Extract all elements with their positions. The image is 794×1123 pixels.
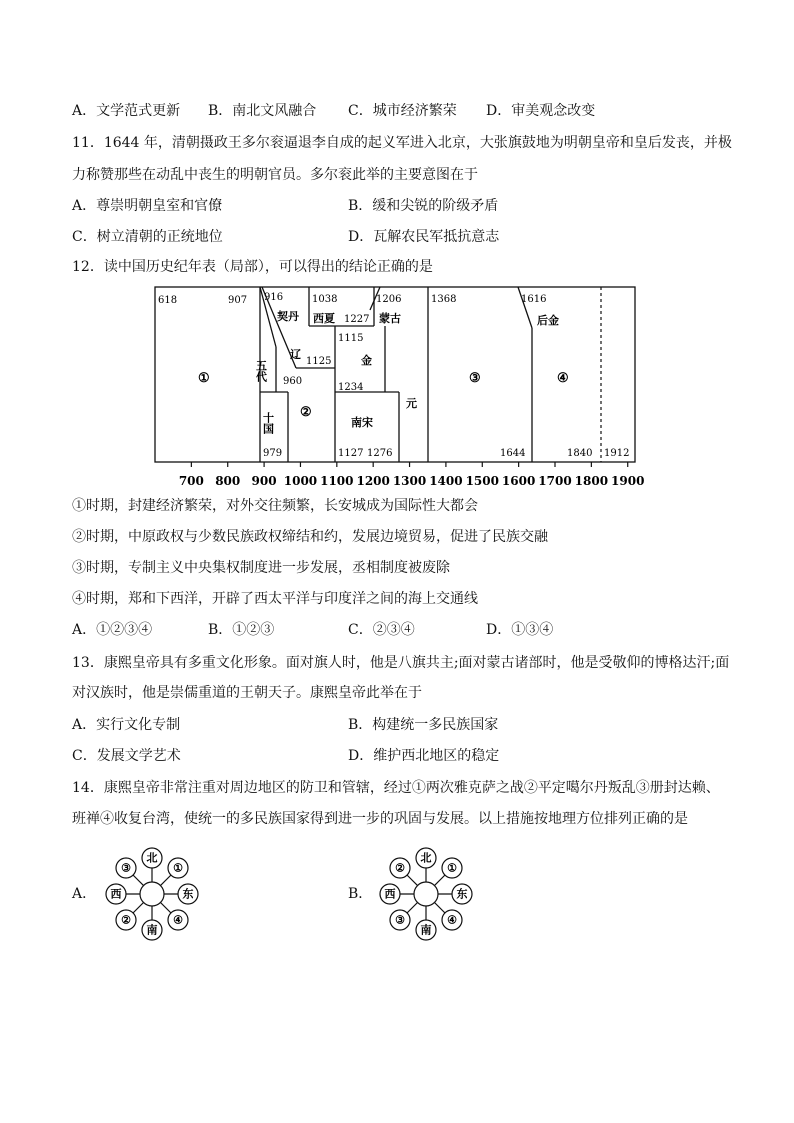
qing-end: 1912 — [604, 448, 630, 459]
b-nw: ② — [395, 861, 405, 875]
axis-tick-label-1400: 1400 — [429, 474, 463, 488]
period-2-label: ② — [300, 405, 312, 420]
q13-option-a[interactable]: A．实行文化专制 — [72, 717, 181, 733]
b-south: 南 — [420, 923, 432, 937]
five-dynasties-label: 五代 — [254, 360, 268, 382]
a-se: ④ — [173, 913, 183, 927]
q11-option-c[interactable]: C．树立清朝的正统地位 — [72, 229, 223, 245]
xixia-label: 西夏 — [313, 312, 335, 325]
jin-start: 1115 — [338, 333, 364, 344]
q13-stem-line2: 对汉族时，他是崇儒重道的王朝天子。康熙皇帝此举在于 — [72, 685, 422, 701]
song-start: 960 — [283, 376, 303, 387]
axis-tick-label-1700: 1700 — [538, 474, 572, 488]
q12-statement-1: ①时期，封建经济繁荣，对外交往频繁，长安城成为国际性大都会 — [72, 498, 478, 514]
xixia-start: 1038 — [312, 294, 338, 305]
period-4-end: 1840 — [567, 448, 593, 459]
b-east: 东 — [456, 887, 468, 901]
q13-option-b[interactable]: B．构建统一多民族国家 — [348, 717, 499, 733]
q12-statement-2: ②时期，中原政权与少数民族政权缔结和约，发展边境贸易，促进了民族交融 — [72, 529, 548, 545]
a-south: 南 — [146, 923, 158, 937]
a-north: 北 — [146, 851, 158, 865]
axis-tick-label-1200: 1200 — [356, 474, 390, 488]
q14-option-a-label[interactable]: A． — [72, 886, 97, 902]
q14-option-a-compass[interactable] — [104, 846, 200, 942]
khitan-start: 916 — [264, 292, 284, 303]
axis-tick-label-1100: 1100 — [320, 474, 354, 488]
southern-song-label: 南宋 — [351, 416, 373, 429]
q11-option-d[interactable]: D．瓦解农民军抵抗意志 — [348, 229, 500, 245]
axis-tick-label-700: 700 — [178, 474, 204, 488]
b-se: ④ — [447, 913, 457, 927]
q12-statement-3: ③时期，专制主义中央集权制度进一步发展，丞相制度被废除 — [72, 560, 450, 576]
yuan-label: 元 — [406, 397, 417, 410]
q11-stem-line2: 力称赞那些在动乱中丧生的明朝官员。多尔衮此举的主要意图在于 — [72, 167, 478, 183]
axis-tick-label-1300: 1300 — [392, 474, 427, 488]
q11-option-a[interactable]: A．尊崇明朝皇室和官僚 — [72, 198, 223, 214]
mongol-start: 1206 — [376, 294, 402, 305]
ten-kingdoms-label: 十国 — [261, 412, 275, 434]
q10-option-d[interactable]: D．审美观念改变 — [486, 103, 596, 119]
axis-tick-label-800: 800 — [215, 474, 241, 488]
period-3-end: 1644 — [500, 448, 526, 459]
later-jin-label: 后金 — [537, 314, 559, 327]
q14-stem-line2: 班禅④收复台湾，使统一的多民族国家得到进一步的巩固与发展。以上措施按地理方位排列正确的是 — [72, 811, 688, 827]
q14-stem-line1: 14．康熙皇帝非常注重对周边地区的防卫和管辖，经过①两次雅克萨之战②平定噶尔丹叛乱③册封达赖、 — [72, 780, 720, 796]
a-west: 西 — [110, 887, 122, 901]
q12-option-a[interactable]: A．①②③④ — [72, 622, 153, 638]
axis-tick-label-900: 900 — [251, 474, 277, 488]
axis-tick-label-1900: 1900 — [611, 474, 644, 488]
q11-option-b[interactable]: B．缓和尖锐的阶级矛盾 — [348, 198, 499, 214]
q12-statement-4: ④时期，郑和下西洋，开辟了西太平洋与印度洋之间的海上交通线 — [72, 591, 478, 607]
period-4-label: ④ — [557, 371, 569, 386]
q10-option-b[interactable]: B．南北文风融合 — [208, 103, 317, 119]
period-1-label: ① — [198, 371, 210, 386]
liao-label: 辽 — [290, 348, 301, 361]
period-1-end: 907 — [228, 295, 248, 306]
q14-option-b-compass[interactable] — [378, 846, 474, 942]
q12-option-d[interactable]: D．①③④ — [486, 622, 554, 638]
q12-option-b[interactable]: B．①②③ — [208, 622, 275, 638]
liao-end: 1125 — [306, 356, 332, 367]
southern-song-start: 1127 — [338, 448, 364, 459]
jin-end: 1234 — [338, 382, 364, 393]
axis-tick-label-1600: 1600 — [501, 474, 536, 488]
period-3-label: ③ — [469, 371, 481, 386]
q13-option-d[interactable]: D．维护西北地区的稳定 — [348, 748, 500, 764]
q14-option-b-label[interactable]: B． — [348, 886, 373, 902]
b-ne: ① — [447, 861, 457, 875]
axis-tick-label-1000: 1000 — [283, 474, 318, 488]
q10-option-a[interactable]: A．文学范式更新 — [72, 103, 181, 119]
q11-stem-line1: 11．1644 年，清朝摄政王多尔衮逼退李自成的起义军进入北京，大张旗鼓地为明朝皇帝和皇后发丧，并极 — [72, 135, 732, 151]
axis-tick-label-1500: 1500 — [465, 474, 499, 488]
khitan-label: 契丹 — [277, 310, 299, 323]
xixia-end: 1227 — [344, 314, 370, 325]
chronology-chart — [152, 284, 644, 494]
q12-option-c[interactable]: C．②③④ — [348, 622, 415, 638]
a-east: 东 — [182, 887, 194, 901]
a-ne: ① — [173, 861, 183, 875]
mongol-label: 蒙古 — [379, 312, 401, 325]
b-west: 西 — [384, 887, 396, 901]
a-nw: ③ — [121, 861, 131, 875]
a-sw: ② — [121, 913, 131, 927]
b-sw: ③ — [395, 913, 405, 927]
b-north: 北 — [420, 851, 432, 865]
q13-stem-line1: 13．康熙皇帝具有多重文化形象。面对旗人时，他是八旗共主;面对蒙古诸部时，他是受敬仰的博格达汗;面 — [72, 655, 730, 671]
jin-label: 金 — [361, 354, 372, 367]
period-1-start: 618 — [158, 295, 178, 306]
q12-stem: 12．读中国历史纪年表（局部），可以得出的结论正确的是 — [72, 259, 433, 275]
axis-tick-label-1800: 1800 — [574, 474, 609, 488]
ten-kingdoms-end: 979 — [263, 448, 283, 459]
southern-song-end: 1276 — [367, 448, 393, 459]
period-3-start: 1368 — [431, 294, 457, 305]
q13-option-c[interactable]: C．发展文学艺术 — [72, 748, 181, 764]
later-jin-start: 1616 — [521, 294, 547, 305]
q10-option-c[interactable]: C．城市经济繁荣 — [348, 103, 457, 119]
